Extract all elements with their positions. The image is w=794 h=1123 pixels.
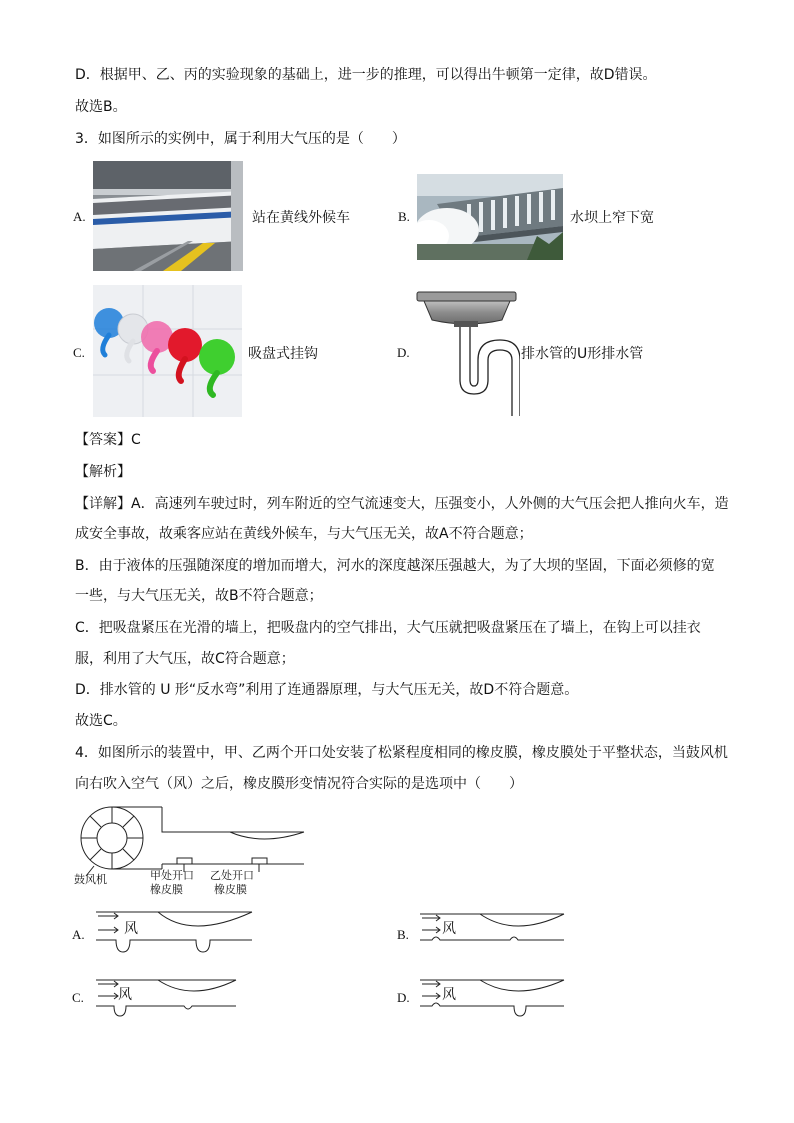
q3-detail-line-5: C．把吸盘紧压在光滑的墙上，把吸盘内的空气排出，大气压就把吸盘紧压在了墙上，在钩上可以挂衣: [75, 620, 701, 636]
q3-detail-line-6: 服，利用了大气压，故C符合题意；: [75, 651, 295, 667]
q3-detail-line-3: B．由于液体的压强随深度的增加而增大，河水的深度越深压强越大，为了大坝的坚固，下面必须修的宽: [75, 558, 715, 574]
q3-detail-line-7: D．排水管的 U 形“反水弯”利用了连通器原理，与大气压无关，故D不符合题意。: [75, 682, 579, 698]
q4-option-a-wind-label: 风: [124, 921, 138, 937]
yi-opening-label: 乙处开口: [210, 869, 254, 882]
q3-option-d-letter: D.: [397, 345, 410, 360]
q4-option-a-diagram: [96, 910, 254, 960]
jia-opening-label: 甲处开口: [150, 869, 194, 882]
u-drain-pipe-drawing: [414, 288, 520, 416]
q4-option-c-letter: C.: [72, 990, 84, 1005]
answer-value: C: [131, 432, 141, 448]
dam-photo: [417, 174, 563, 260]
q3-option-b-letter: B.: [398, 209, 410, 224]
q3-option-d-caption: 排水管的U形排水管: [521, 346, 644, 362]
jia-membrane-label: 橡皮膜: [150, 883, 183, 896]
blower-apparatus-diagram: [72, 806, 308, 898]
q3-detail-line-4: 一些，与大气压无关，故B不符合题意；: [75, 588, 323, 604]
q4-option-c-wind-label: 风: [118, 987, 132, 1003]
yi-membrane-label: 橡皮膜: [214, 883, 247, 896]
q3-option-c-caption: 吸盘式挂钩: [248, 346, 318, 362]
q4-option-a-letter: A.: [72, 927, 85, 942]
q3-option-c-letter: C.: [73, 345, 85, 360]
q4-option-b-wind-label: 风: [442, 921, 456, 937]
q3-stem: 3．如图所示的实例中，属于利用大气压的是（ ）: [75, 131, 406, 147]
q4-option-d-letter: D.: [397, 990, 410, 1005]
q3-option-a-caption: 站在黄线外候车: [252, 210, 350, 226]
suction-hooks-photo: [93, 285, 242, 417]
q3-option-b-caption: 水坝上窄下宽: [570, 210, 654, 226]
q3-detail-line-1: 【详解】A．高速列车驶过时，列车附近的空气流速变大，压强变小，人外侧的大气压会把人推向火车，造: [75, 496, 729, 512]
q3-detail-line-8: 故选C。: [75, 713, 127, 729]
q2-option-d-text: D．根据甲、乙、丙的实验现象的基础上，进一步的推理，可以得出牛顿第一定律，故D错误。: [75, 67, 657, 83]
q2-answer-text: 故选B。: [75, 99, 127, 115]
q4-stem-line-1: 4．如图所示的装置中，甲、乙两个开口处安装了松紧程度相同的橡皮膜，橡皮膜处于平整状态，当鼓风机: [75, 745, 728, 761]
q3-detail-line-2: 成安全事故，故乘客应站在黄线外候车，与大气压无关，故A不符合题意；: [75, 526, 533, 542]
blower-label: 鼓风机: [74, 873, 107, 886]
train-station-photo: [93, 161, 243, 271]
q3-option-a-letter: A.: [73, 209, 86, 224]
q4-option-b-letter: B.: [397, 927, 409, 942]
q4-option-d-wind-label: 风: [442, 987, 456, 1003]
analysis-tag: 【解析】: [75, 464, 131, 480]
q4-stem-line-2: 向右吹入空气（风）之后，橡皮膜形变情况符合实际的是选项中（ ）: [75, 776, 523, 792]
answer-tag: 【答案】: [75, 432, 131, 448]
q3-answer-line: [75, 430, 141, 450]
